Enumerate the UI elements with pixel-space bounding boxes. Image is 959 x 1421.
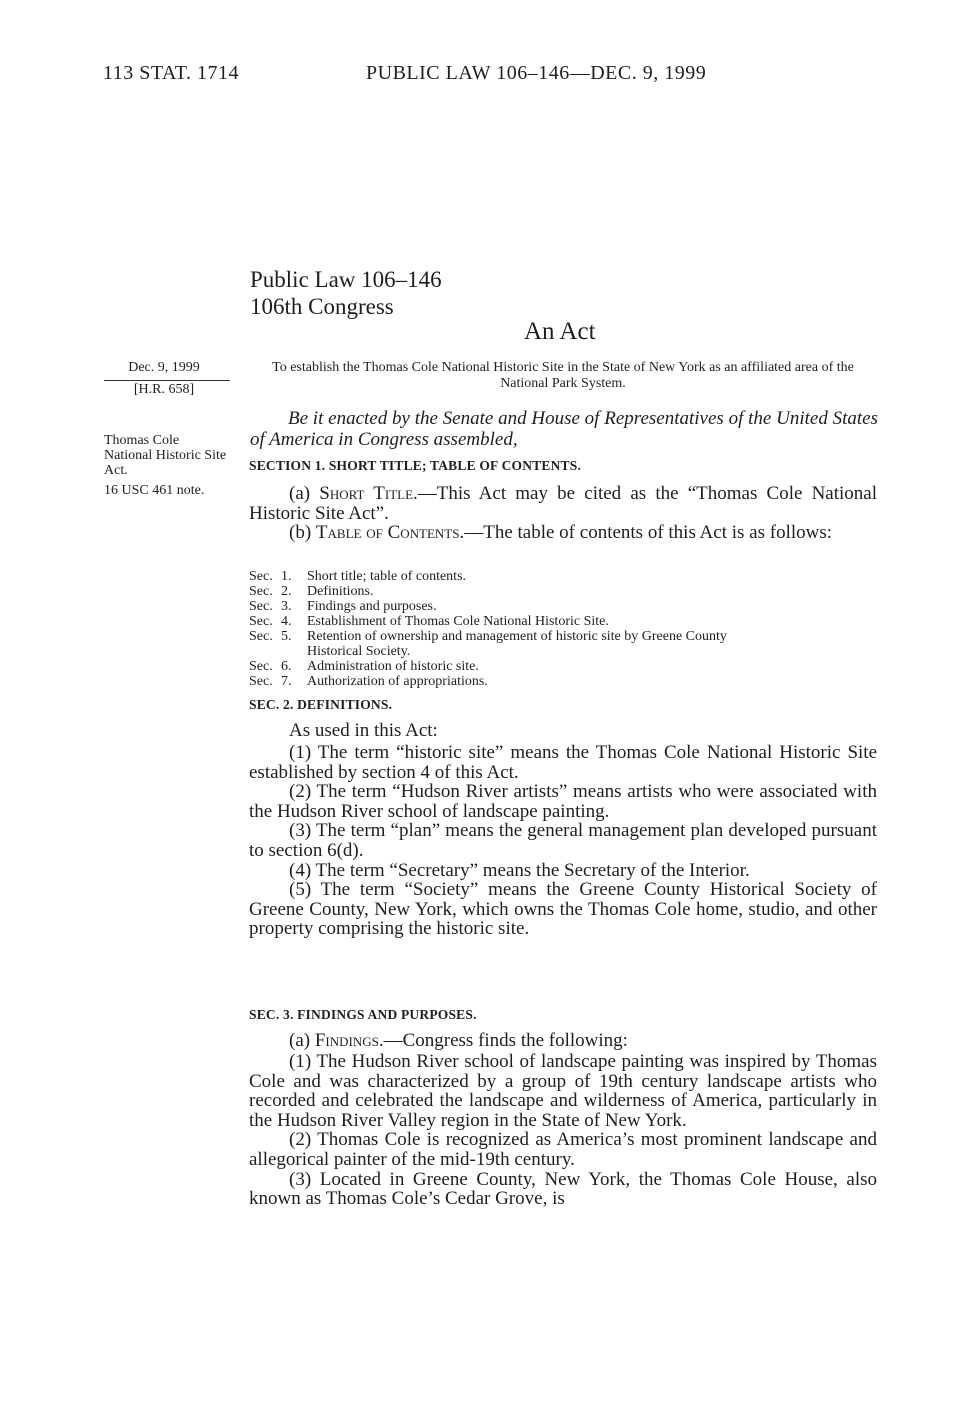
- section-1-subsection-b: [249, 523, 877, 543]
- toc-title: Findings and purposes.: [307, 599, 437, 614]
- toc-sec-label: Sec.: [249, 584, 273, 599]
- section-3-subsection-a: [249, 1031, 877, 1051]
- definition-item: (1) The term “historic site” means the Thomas Cole National Historic Site established by section 4 of this Act.: [249, 742, 877, 783]
- enacting-clause: Be it enacted by the Senate and House of Representatives of the United States of America in Congress assembled,: [250, 408, 878, 450]
- congress-number: 106th Congress: [250, 294, 394, 319]
- toc-sec-label: Sec.: [249, 629, 273, 644]
- toc-entry: [249, 614, 879, 629]
- subsection-text: —This Act may be cited as the “Thomas Cole National Historic Site Act”.: [249, 483, 878, 524]
- page-header-law-ref: PUBLIC LAW 106–146—DEC. 9, 1999: [366, 62, 707, 84]
- toc-sec-label: Sec.: [249, 674, 273, 689]
- toc-number: 7.: [281, 674, 292, 689]
- toc-entry: [249, 569, 879, 584]
- toc-number: 2.: [281, 584, 292, 599]
- finding-item: (3) Located in Greene County, New York, the Thomas Cole House, also known as Thomas Cole’s Cedar Grove, is: [249, 1168, 877, 1210]
- subsection-text: —Congress finds the following:: [383, 1030, 628, 1051]
- findings-list: [249, 1052, 877, 1209]
- margin-short-title: Thomas Cole National Historic Site Act.: [104, 433, 227, 478]
- toc-title: Retention of ownership and management of historic site by Greene County: [307, 629, 727, 644]
- subsection-caption: Table of Contents.: [315, 522, 465, 543]
- toc-title: Definitions.: [307, 584, 374, 599]
- toc-title: Administration of historic site.: [307, 659, 479, 674]
- margin-bill-number: [H.R. 658]: [133, 382, 195, 397]
- toc-sec-label: Sec.: [249, 569, 273, 584]
- subsection-text: —The table of contents of this Act is as follows:: [464, 522, 833, 543]
- public-law-number: Public Law 106–146: [250, 267, 442, 292]
- act-title: An Act: [524, 318, 596, 345]
- toc-number: 1.: [281, 569, 292, 584]
- toc-title-continuation: Historical Society.: [307, 644, 411, 659]
- page-header-stat-ref: 113 STAT. 1714: [103, 62, 239, 84]
- toc-entry: [249, 629, 879, 659]
- toc-sec-label: Sec.: [249, 599, 273, 614]
- subsection-caption: Short Title.: [319, 483, 418, 504]
- margin-date: Dec. 9, 1999: [128, 360, 200, 375]
- definitions-intro: As used in this Act:: [289, 720, 438, 741]
- subsection-caption: Findings.: [314, 1030, 384, 1051]
- toc-entry: [249, 599, 879, 614]
- definition-item: (3) The term “plan” means the general management plan developed pursuant to section 6(d).: [249, 820, 877, 861]
- subsection-label: (a): [289, 483, 320, 504]
- definitions-list: [249, 743, 877, 939]
- subsection-label: (b): [289, 522, 316, 543]
- toc-number: 3.: [281, 599, 292, 614]
- section-1-heading: SECTION 1. SHORT TITLE; TABLE OF CONTENTS.: [249, 458, 582, 473]
- toc-title: Authorization of appropriations.: [307, 674, 488, 689]
- table-of-contents: [249, 569, 879, 689]
- margin-divider: [104, 380, 230, 381]
- definition-item: (5) The term “Society” means the Greene County Historical Society of Greene County, New York, which owns the Thomas Cole home, studio, and other property comprising the historic site.: [249, 879, 877, 940]
- section-2-heading: SEC. 2. DEFINITIONS.: [249, 697, 393, 712]
- finding-item: (2) Thomas Cole is recognized as America’s most prominent landscape and allegorical painter of the mid-19th century.: [249, 1129, 877, 1170]
- toc-entry: [249, 659, 879, 674]
- margin-usc-note: 16 USC 461 note.: [104, 483, 205, 498]
- subsection-label: (a): [289, 1030, 315, 1051]
- toc-number: 5.: [281, 629, 292, 644]
- toc-entry: [249, 674, 879, 689]
- toc-title: Establishment of Thomas Cole National Historic Site.: [307, 614, 609, 629]
- finding-item: (1) The Hudson River school of landscape painting was inspired by Thomas Cole and was characterized by a group of 19th century landscape artists who recorded and celebrated the landscape and wilderness of America, particularly in the Hudson River Valley region in the State of New York.: [249, 1051, 877, 1131]
- definition-item: (4) The term “Secretary” means the Secretary of the Interior.: [289, 859, 750, 881]
- toc-sec-label: Sec.: [249, 614, 273, 629]
- act-purpose: To establish the Thomas Cole National Historic Site in the State of New York as an affiliated area of the National Park System.: [272, 360, 854, 391]
- section-3-heading: SEC. 3. FINDINGS AND PURPOSES.: [249, 1007, 477, 1022]
- toc-sec-label: Sec.: [249, 659, 273, 674]
- toc-title: Short title; table of contents.: [307, 569, 467, 584]
- toc-number: 6.: [281, 659, 292, 674]
- law-title-block: [250, 266, 442, 320]
- definition-item: (2) The term “Hudson River artists” means artists who were associated with the Hudson River school of landscape painting.: [249, 781, 877, 822]
- toc-number: 4.: [281, 614, 292, 629]
- section-1-subsection-a: [249, 484, 877, 523]
- toc-entry: [249, 584, 879, 599]
